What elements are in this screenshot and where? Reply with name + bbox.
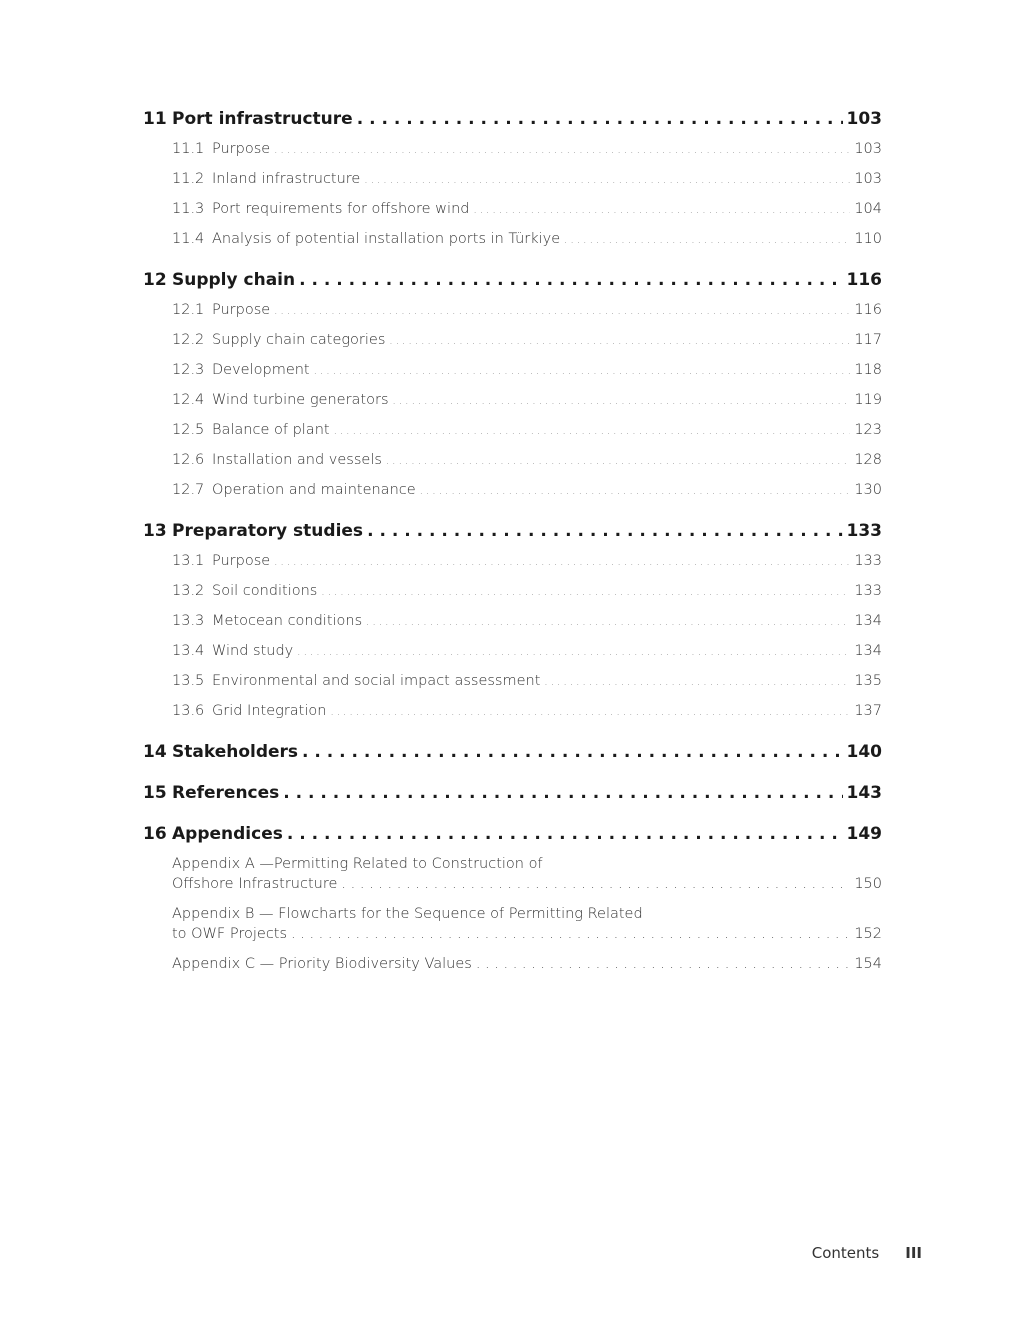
chapter-entry[interactable] xyxy=(143,778,882,808)
entry-number: 14 xyxy=(143,742,167,762)
entry-page: 116 xyxy=(854,302,882,318)
chapter-entry[interactable] xyxy=(143,737,882,767)
dot-leader xyxy=(274,302,850,318)
entry-number: 13.2 xyxy=(172,583,205,599)
entry-page: 137 xyxy=(854,703,882,719)
appendix-entry[interactable] xyxy=(143,894,882,944)
entry-number: 12.5 xyxy=(172,422,205,438)
section-entry[interactable] xyxy=(143,666,882,696)
entry-number: 11 xyxy=(143,109,167,129)
dot-leader xyxy=(420,482,851,498)
entry-number: 11.1 xyxy=(172,141,205,157)
chapter-entry[interactable] xyxy=(143,516,882,546)
entry-title: Appendix C — Priority Biodiversity Values xyxy=(172,956,472,972)
appendix-entry[interactable] xyxy=(143,944,882,974)
dot-leader xyxy=(544,673,850,689)
appendix-title-line1: Appendix B — Flowcharts for the Sequence of Permitting Related xyxy=(172,906,643,922)
entry-number: 12.6 xyxy=(172,452,205,468)
entry-number: 12.4 xyxy=(172,392,205,408)
entry-title: Analysis of potential installation ports in Türkiye xyxy=(212,231,561,247)
dot-leader xyxy=(564,231,850,247)
dot-leader xyxy=(302,742,842,762)
entry-page: 133 xyxy=(854,583,882,599)
entry-title: Soil conditions xyxy=(212,583,318,599)
entry-number: 13.6 xyxy=(172,703,205,719)
entry-page: 134 xyxy=(854,613,882,629)
entry-title: Stakeholders xyxy=(172,742,299,762)
chapter-entry[interactable] xyxy=(143,104,882,134)
section-entry[interactable] xyxy=(143,415,882,445)
entry-number: 15 xyxy=(143,783,167,803)
entry-page: 119 xyxy=(854,392,882,408)
entry-page: 154 xyxy=(854,956,882,972)
section-entry[interactable] xyxy=(143,224,882,254)
section-entry[interactable] xyxy=(143,355,882,385)
appendix-entry[interactable] xyxy=(143,849,882,894)
entry-title: Grid Integration xyxy=(212,703,327,719)
entry-number: 11.3 xyxy=(172,201,205,217)
appendix-title-line1: Appendix A —Permitting Related to Construction of xyxy=(172,856,543,872)
entry-title: Wind study xyxy=(212,643,294,659)
section-entry[interactable] xyxy=(143,295,882,325)
entry-page: 143 xyxy=(846,783,882,803)
entry-number: 13 xyxy=(143,521,167,541)
entry-page: 150 xyxy=(854,876,882,892)
dot-leader xyxy=(367,521,842,541)
page-footer xyxy=(812,1244,922,1262)
entry-number: 12.2 xyxy=(172,332,205,348)
entry-title: Metocean conditions xyxy=(212,613,363,629)
section-entry[interactable] xyxy=(143,606,882,636)
appendix-title-line2 xyxy=(172,874,882,894)
dot-leader xyxy=(366,613,850,629)
entry-page: 130 xyxy=(854,482,882,498)
dot-leader xyxy=(287,824,843,844)
dot-leader xyxy=(334,422,851,438)
dot-leader xyxy=(297,643,850,659)
entry-page: 116 xyxy=(846,270,882,290)
entry-number: 13.3 xyxy=(172,613,205,629)
entry-number: 12 xyxy=(143,270,167,290)
entry-page: 103 xyxy=(854,141,882,157)
entry-title: Purpose xyxy=(212,553,271,569)
section-entry[interactable] xyxy=(143,134,882,164)
entry-page: 104 xyxy=(854,201,882,217)
entry-number: 16 xyxy=(143,824,167,844)
entry-page: 123 xyxy=(854,422,882,438)
entry-title: Supply chain xyxy=(172,270,296,290)
footer-section-label: Contents xyxy=(811,1244,880,1262)
entry-title: Wind turbine generators xyxy=(212,392,389,408)
section-entry[interactable] xyxy=(143,546,882,576)
entry-number: 12.3 xyxy=(172,362,205,378)
chapter-entry[interactable] xyxy=(143,265,882,295)
entry-page: 152 xyxy=(854,926,882,942)
dot-leader xyxy=(386,452,850,468)
entry-number: 12.7 xyxy=(172,482,205,498)
entry-title: Installation and vessels xyxy=(212,452,382,468)
page-number: III xyxy=(905,1244,922,1262)
entry-title: to OWF Projects xyxy=(172,926,288,942)
entry-title: Preparatory studies xyxy=(172,521,364,541)
dot-leader xyxy=(283,783,842,803)
entry-number: 13.5 xyxy=(172,673,205,689)
entry-title: Purpose xyxy=(212,141,271,157)
entry-title: Operation and maintenance xyxy=(212,482,416,498)
section-entry[interactable] xyxy=(143,696,882,726)
section-entry[interactable] xyxy=(143,636,882,666)
entry-page: 133 xyxy=(846,521,882,541)
entry-title: Inland infrastructure xyxy=(212,171,361,187)
section-entry[interactable] xyxy=(143,385,882,415)
entry-number: 11.4 xyxy=(172,231,205,247)
entry-title: Appendices xyxy=(172,824,283,844)
chapter-entry[interactable] xyxy=(143,819,882,849)
dot-leader xyxy=(321,583,850,599)
entry-page: 135 xyxy=(854,673,882,689)
entry-title: Development xyxy=(212,362,310,378)
entry-title: Port infrastructure xyxy=(172,109,353,129)
dot-leader xyxy=(341,874,850,894)
section-entry[interactable] xyxy=(143,325,882,355)
entry-title: References xyxy=(172,783,280,803)
entry-title: Environmental and social impact assessment xyxy=(212,673,541,689)
dot-leader xyxy=(299,270,842,290)
entry-page: 103 xyxy=(846,109,882,129)
entry-page: 103 xyxy=(854,171,882,187)
dot-leader xyxy=(314,362,851,378)
entry-page: 117 xyxy=(854,332,882,348)
entry-page: 149 xyxy=(846,824,882,844)
section-entry[interactable] xyxy=(143,445,882,475)
section-entry[interactable] xyxy=(143,194,882,224)
dot-leader xyxy=(473,201,850,217)
dot-leader xyxy=(291,924,850,944)
entry-page: 128 xyxy=(854,452,882,468)
entry-page: 133 xyxy=(854,553,882,569)
dot-leader xyxy=(274,141,850,157)
entry-page: 118 xyxy=(854,362,882,378)
entry-title: Offshore Infrastructure xyxy=(172,876,338,892)
entry-page: 140 xyxy=(846,742,882,762)
table-of-contents xyxy=(143,104,882,974)
dot-leader xyxy=(274,553,850,569)
entry-number: 11.2 xyxy=(172,171,205,187)
dot-leader xyxy=(330,703,850,719)
entry-number: 13.4 xyxy=(172,643,205,659)
section-entry[interactable] xyxy=(143,475,882,505)
entry-title: Supply chain categories xyxy=(212,332,386,348)
appendix-title-line2 xyxy=(172,954,882,974)
entry-number: 13.1 xyxy=(172,553,205,569)
section-entry[interactable] xyxy=(143,576,882,606)
dot-leader xyxy=(393,392,851,408)
entry-page: 110 xyxy=(854,231,882,247)
dot-leader xyxy=(364,171,850,187)
dot-leader xyxy=(389,332,850,348)
entry-title: Purpose xyxy=(212,302,271,318)
dot-leader xyxy=(357,109,843,129)
section-entry[interactable] xyxy=(143,164,882,194)
entry-title: Port requirements for offshore wind xyxy=(212,201,470,217)
appendix-title-line2 xyxy=(172,924,882,944)
entry-page: 134 xyxy=(854,643,882,659)
entry-number: 12.1 xyxy=(172,302,205,318)
dot-leader xyxy=(476,954,850,974)
entry-title: Balance of plant xyxy=(212,422,330,438)
